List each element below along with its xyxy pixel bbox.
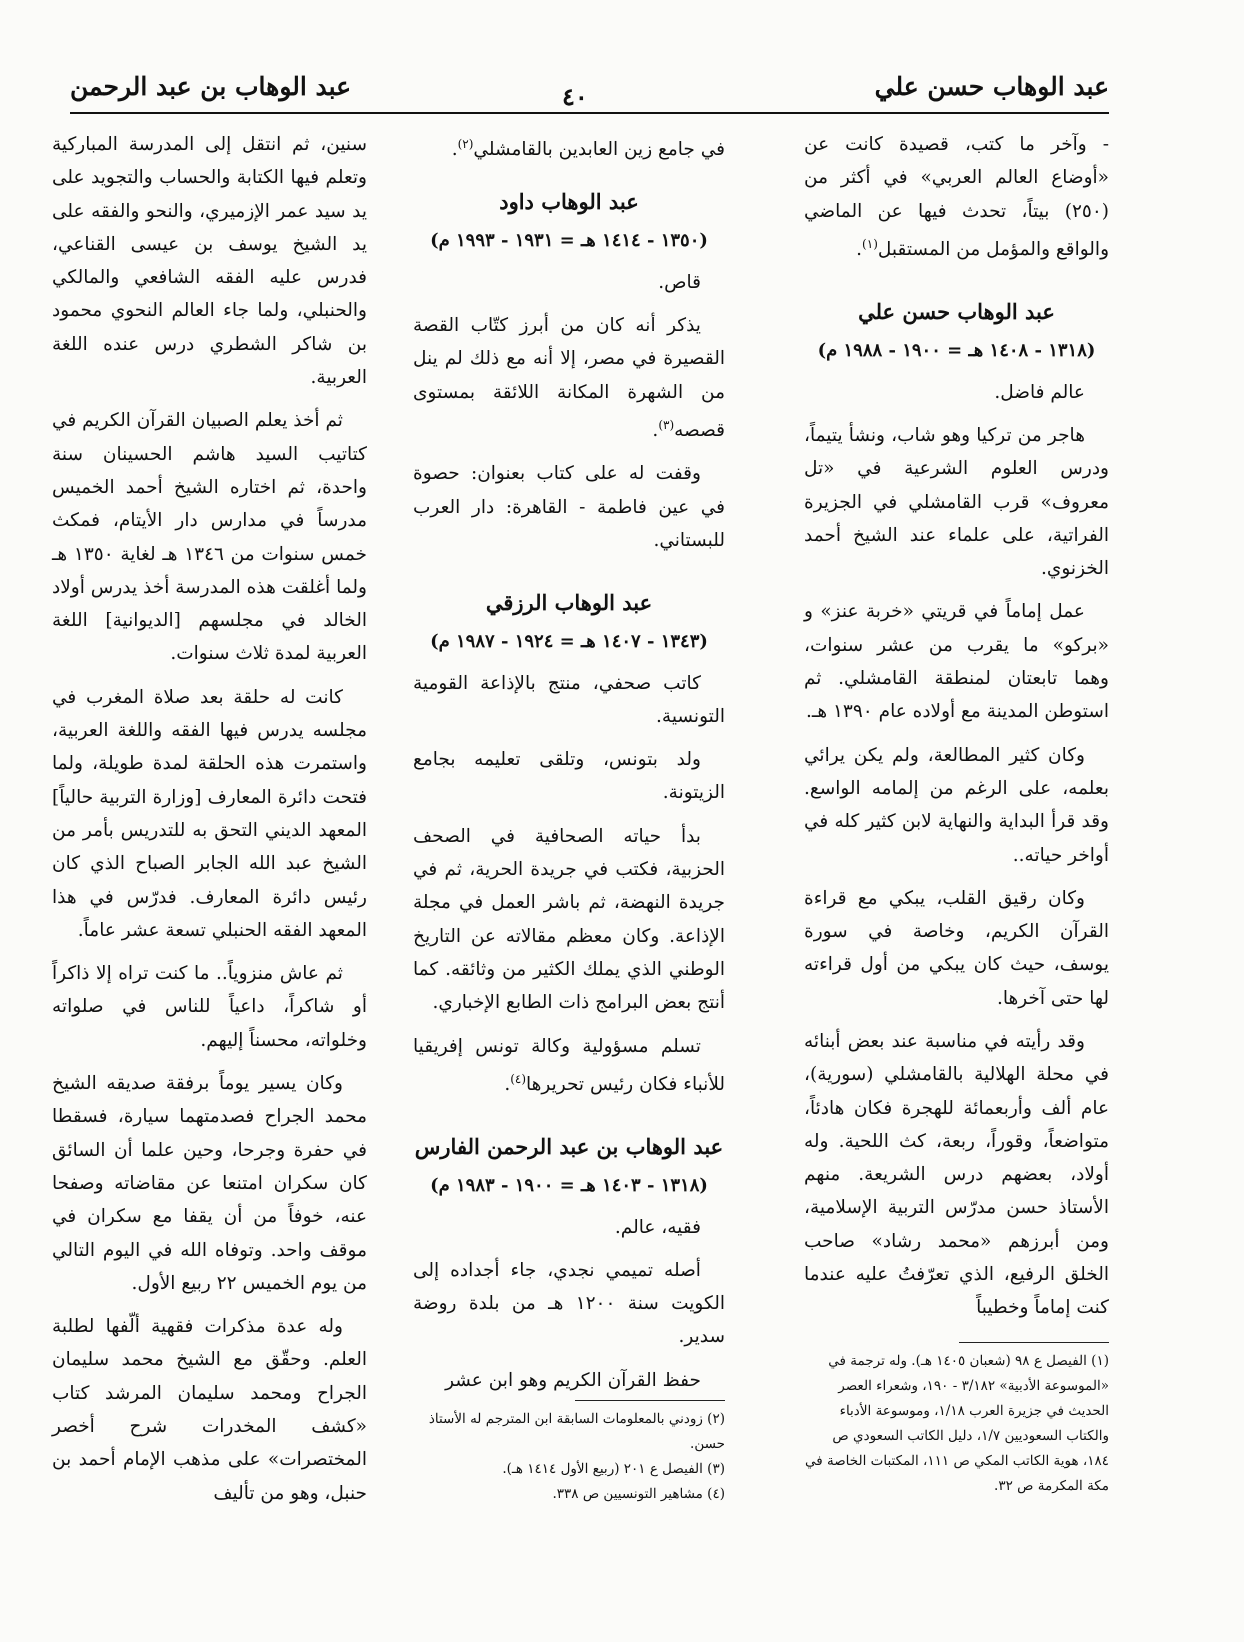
paragraph: ثم عاش منزوياً.. ما كنت تراه إلا ذاكراً أو شاكراً، داعياً للناس في صلواته وخلواته، محسناً إليهم. [52,963,367,1051]
footnotes-middle [413,1396,725,1507]
footnote: (١) الفيصل ع ٩٨ (شعبان ١٤٠٥ هـ). وله ترجمة في «الموسوعة الأدبية» ٣/١٨٢ - ١٩٠، وشعراء العصر الحديث في جزيرة العرب ١/١٨، وموسوعة الأدباء والكتاب السعوديين ١/٧، دليل الكاتب السعودي ص ١٨٤، هوية الكاتب المكي ص ١١١، المكتبات الخاصة في مكة المكرمة ص ٣٢. [804,1353,1109,1494]
running-header-right: عبد الوهاب حسن علي [874,72,1109,101]
footnote-rule [575,1400,725,1401]
entry-title: عبد الوهاب بن عبد الرحمن الفارس [414,1134,724,1160]
entry-dates: (١٣٤٣ - ١٤٠٧ هـ = ١٩٢٤ - ١٩٨٧ م) [430,631,708,653]
paragraph: في جامع زين العابدين بالقامشلي$^{(٢)}$. [451,137,725,161]
footnotes-right [804,1338,1109,1499]
footnote-ref: (٢) [457,137,474,151]
paragraph: أصله تميمي نجدي، جاء أجداده إلى الكويت سنة ١٢٠٠ هـ من بلدة روضة سدير. [413,1259,725,1348]
page-number: ٤٠ [562,82,588,111]
footnote-ref: (٣) [658,417,675,432]
paragraph: وكان يسير يوماً برفقة صديقه الشيخ محمد الجراح فصدمتهما سيارة، فسقطا في حفرة وجرحا، وحين علما أن السائق كان سكران امتنعا عن مقاضاته وصفحا عنه، خوفاً من أن يقفا مع سكران في موقف واحد. وتوفاه الله في اليوم التالي من يوم الخميس ٢٢ ربيع الأول. [52,1073,367,1294]
paragraph: وله عدة مذكرات فقهية ألّفها لطلبة العلم. وحقّق مع الشيخ محمد سليمان الجراح ومحمد سليمان المرشد كتاب «كشف المخدرات شرح أخصر المختصرات» على مذهب الإمام أحمد بن حنبل، وهو من تأليف [52,1316,367,1504]
footnote-ref: (١) [862,236,878,251]
paragraph: وقد رأيته في مناسبة عند بعض أبنائه في محلة الهلالية بالقامشلي (سورية)، عام ألف وأربعمائة للهجرة فكان هادئاً، متواضعاً، وقوراً، ربعة، كث اللحية. وله أولاد، بعضهم درس الشريعة. منهم الأستاذ حسن مدرّس التربية الإسلامية، ومن أبرزهم «محمد رشاد» صاحب الخلق الرفيع، الذي تعرّفتُ عليه عندما كنت إماماً وخطيباً [804,1030,1109,1319]
column-left [52,128,367,1520]
entry-title: عبد الوهاب الرزقي [485,590,653,616]
footnote: (٤) مشاهير التونسيين ص ٣٣٨. [552,1486,725,1502]
footnote: (٢) زودني بالمعلومات السابقة ابن المترجم له الأستاذ حسن. [428,1411,725,1452]
entry-dates: (١٣٥٠ - ١٤١٤ هـ = ١٩٣١ - ١٩٩٣ م) [430,230,708,252]
paragraph: بدأ حياته الصحافية في الصحف الحزبية، فكتب في جريدة الحرية، ثم في جريدة النهضة، ثم باشر العمل في مجلة الإذاعة. وكان معظم مقالاته عن التاريخ الوطني الذي يملك الكثير من وثائقه. كما أنتج بعض البرامج ذات الطابع الإخباري. [413,825,725,1014]
running-header-left: عبد الوهاب بن عبد الرحمن [70,72,352,101]
paragraph: عمل إماماً في قريتي «خربة عنز» و «بركو» ما يقرب من عشر سنوات، وهما تابعتان لمنطقة القامشلي. ثم استوطن المدينة مع أولاده عام ١٣٩٠ هـ. [804,601,1109,723]
column-middle [413,128,725,1407]
paragraph: تسلم مسؤولية وكالة تونس إفريقيا للأنباء فكان رئيس تحريرها$^{(٤)}$. [413,1035,725,1095]
footnote-ref: (٤) [510,1071,527,1086]
paragraph: يذكر أنه كان من أبرز كتّاب القصة القصيرة في مصر، إلا أنه مع ذلك لم ينل من الشهرة المكانة اللائقة بمستوى قصصه$^{(٣)}$. [413,315,725,442]
paragraph: وقفت له على كتاب بعنوان: حصوة في عين فاطمة - القاهرة: دار العرب للبستاني. [413,463,725,551]
entry-dates: (١٣١٨ - ١٤٠٨ هـ = ١٩٠٠ - ١٩٨٨ م) [817,340,1096,362]
footnote: (٣) الفيصل ع ٢٠١ (ربيع الأول ١٤١٤ هـ). [502,1461,725,1477]
column-right [804,128,1109,1335]
paragraph: وكان رقيق القلب، يبكي مع قراءة القرآن الكريم، وخاصة في سورة يوسف، حيث كان يبكي من أول قراءته لها حتى آخرها. [804,887,1109,1009]
header-rule [70,112,1109,114]
footnote-rule [959,1342,1109,1343]
paragraph: سنين، ثم انتقل إلى المدرسة المباركية وتعلم فيها الكتابة والحساب والتجويد على يد سيد عمر الإزميري، والنحو والفقه على يد الشيخ يوسف بن عيسى القناعي، فدرس عليه الفقه الشافعي والمالكي والحنبلي، ولما جاء العالم النحوي محمود بن شاكر الشطري درس عنده اللغة العربية. [52,134,367,389]
entry-role: قاص. [658,271,701,293]
paragraph: كاتب صحفي، منتج بالإذاعة القومية التونسية. [413,672,725,727]
entry-title: عبد الوهاب حسن علي [858,299,1055,325]
entry-dates: (١٣١٨ - ١٤٠٣ هـ = ١٩٠٠ - ١٩٨٣ م) [430,1175,708,1197]
entry-role: عالم فاضل. [994,381,1085,403]
paragraph: ثم أخذ يعلم الصبيان القرآن الكريم في كتاتيب السيد هاشم الحسينان سنة واحدة، ثم اختاره الشيخ أحمد الخميس مدرساً في مدارس دار الأيتام، فمكث خمس سنوات من ١٣٤٦ هـ لغاية ١٣٥٠ هـ ولما أغلقت هذه المدرسة أخذ يدرس أولاد الخالد في مجلسهم [الديوانية] اللغة العربية لمدة ثلاث سنوات. [52,410,367,665]
paragraph: وكان كثير المطالعة، ولم يكن يرائي بعلمه، على الرغم من إلمامه الواسع. وقد قرأ البداية والنهاية لابن كثير كله في أواخر حياته.. [804,744,1109,866]
entry-title: عبد الوهاب داود [499,189,639,215]
paragraph: حفظ القرآن الكريم وهو ابن عشر [445,1369,701,1391]
entry-role: فقيه، عالم. [614,1216,701,1238]
paragraph: ولد بتونس، وتلقى تعليمه بجامع الزيتونة. [413,749,725,804]
paragraph: هاجر من تركيا وهو شاب، ونشأ يتيماً، ودرس العلوم الشرعية في «تل معروف» قرب القامشلي في الجزيرة الفراتية، على علماء عند الشيخ أحمد الخزنوي. [804,424,1109,580]
paragraph: كانت له حلقة بعد صلاة المغرب في مجلسه يدرس فيها الفقه واللغة العربية، واستمرت هذه الحلقة لمدة طويلة، ولما فتحت دائرة المعارف [وزارة التربية حالياً] المعهد الديني التحق به للتدريس بأمر من الشيخ عبد الله الجابر الصباح الذي كان رئيس دائرة المعارف. فدرّس في هذا المعهد الفقه الحنبلي تسعة عشر عاماً. [52,686,367,941]
paragraph: - وآخر ما كتب، قصيدة كانت عن «أوضاع العالم العربي» في أكثر من (٢٥٠) بيتاً، تحدث فيها عن الماضي والواقع والمؤمل من المستقبل$^{(١)}$. [804,134,1109,261]
